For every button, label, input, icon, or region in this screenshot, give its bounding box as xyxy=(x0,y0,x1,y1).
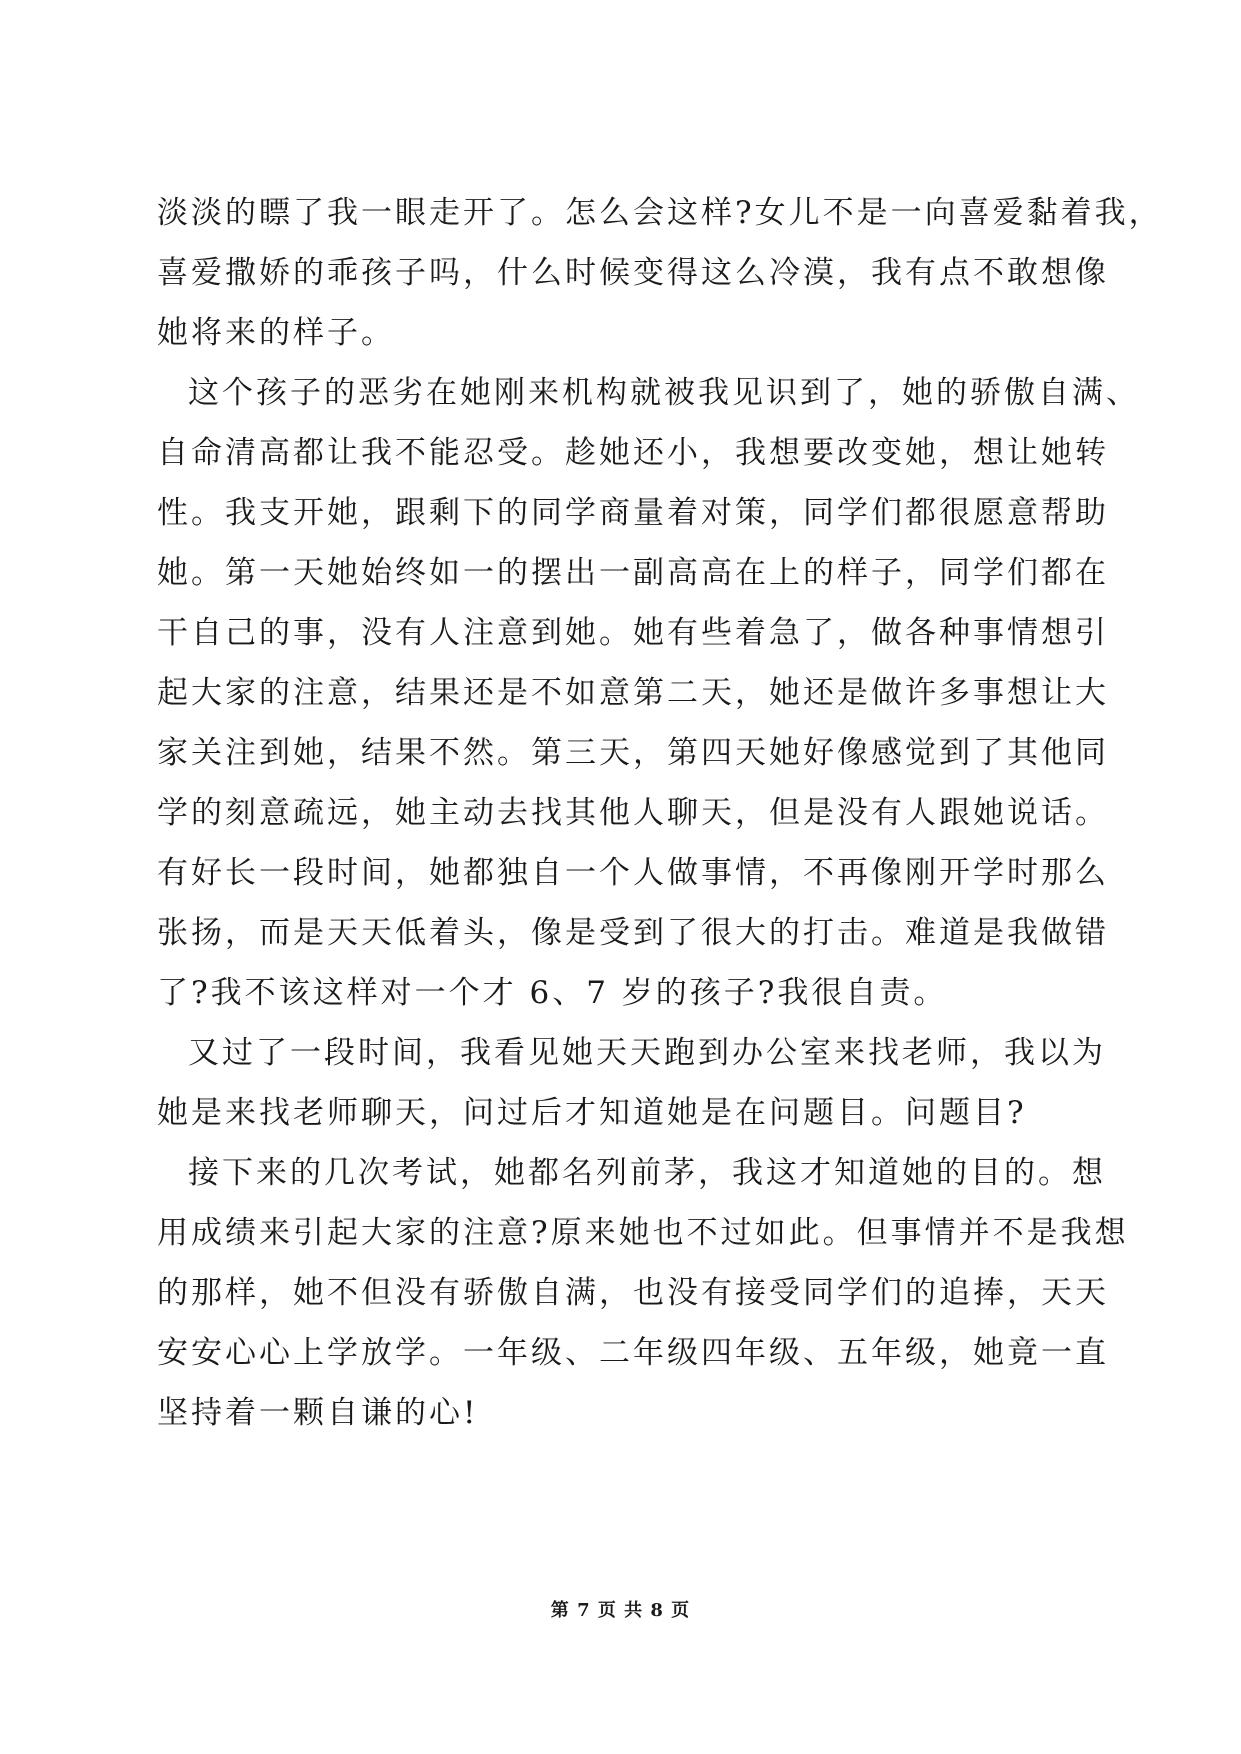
text-line: 起大家的注意，结果还是不如意第二天，她还是做许多事想让大 xyxy=(157,675,1109,711)
text-line: 性。我支开她，跟剩下的同学商量着对策，同学们都很愿意帮助 xyxy=(157,495,1109,531)
text-line: 张扬，而是天天低着头，像是受到了很大的打击。难道是我做错 xyxy=(157,915,1109,951)
text-line: 这个孩子的恶劣在她刚来机构就被我见识到了，她的骄傲自满、 xyxy=(188,375,1140,411)
text-line: 学的刻意疏远，她主动去找其他人聊天，但是没有人跟她说话。 xyxy=(157,795,1109,831)
text-line: 家关注到她，结果不然。第三天，第四天她好像感觉到了其他同 xyxy=(157,735,1109,771)
text-line: 有好长一段时间，她都独自一个人做事情，不再像刚开学时那么 xyxy=(157,855,1109,891)
text-line: 干自己的事，没有人注意到她。她有些着急了，做各种事情想引 xyxy=(157,615,1109,651)
text-line: 喜爱撒娇的乖孩子吗，什么时候变得这么冷漠，我有点不敢想像 xyxy=(157,255,1109,291)
text-line: 了?我不该这样对一个才 6、7 岁的孩子?我很自责。 xyxy=(157,975,948,1011)
text-line: 的那样，她不但没有骄傲自满，也没有接受同学们的追捧，天天 xyxy=(157,1275,1109,1311)
text-line: 她。第一天她始终如一的摆出一副高高在上的样子，同学们都在 xyxy=(157,555,1109,591)
text-line: 安安心心上学放学。一年级、二年级四年级、五年级，她竟一直 xyxy=(157,1335,1109,1371)
text-line: 淡淡的瞟了我一眼走开了。怎么会这样?女儿不是一向喜爱黏着我， xyxy=(157,195,1163,231)
page-number-footer: 第 7 页 共 8 页 xyxy=(550,1600,691,1621)
text-line: 又过了一段时间，我看见她天天跑到办公室来找老师，我以为 xyxy=(188,1035,1106,1071)
text-line: 坚持着一颗自谦的心! xyxy=(157,1395,479,1431)
text-line: 自命清高都让我不能忍受。趁她还小，我想要改变她，想让她转 xyxy=(157,435,1109,471)
text-line: 她是来找老师聊天，问过后才知道她是在问题目。问题目? xyxy=(157,1095,1027,1131)
body-text xyxy=(157,183,1163,1443)
text-line: 用成绩来引起大家的注意?原来她也不过如此。但事情并不是我想 xyxy=(157,1215,1129,1251)
text-line: 接下来的几次考试，她都名列前茅，我这才知道她的目的。想 xyxy=(188,1155,1106,1191)
text-line: 她将来的样子。 xyxy=(157,315,395,351)
